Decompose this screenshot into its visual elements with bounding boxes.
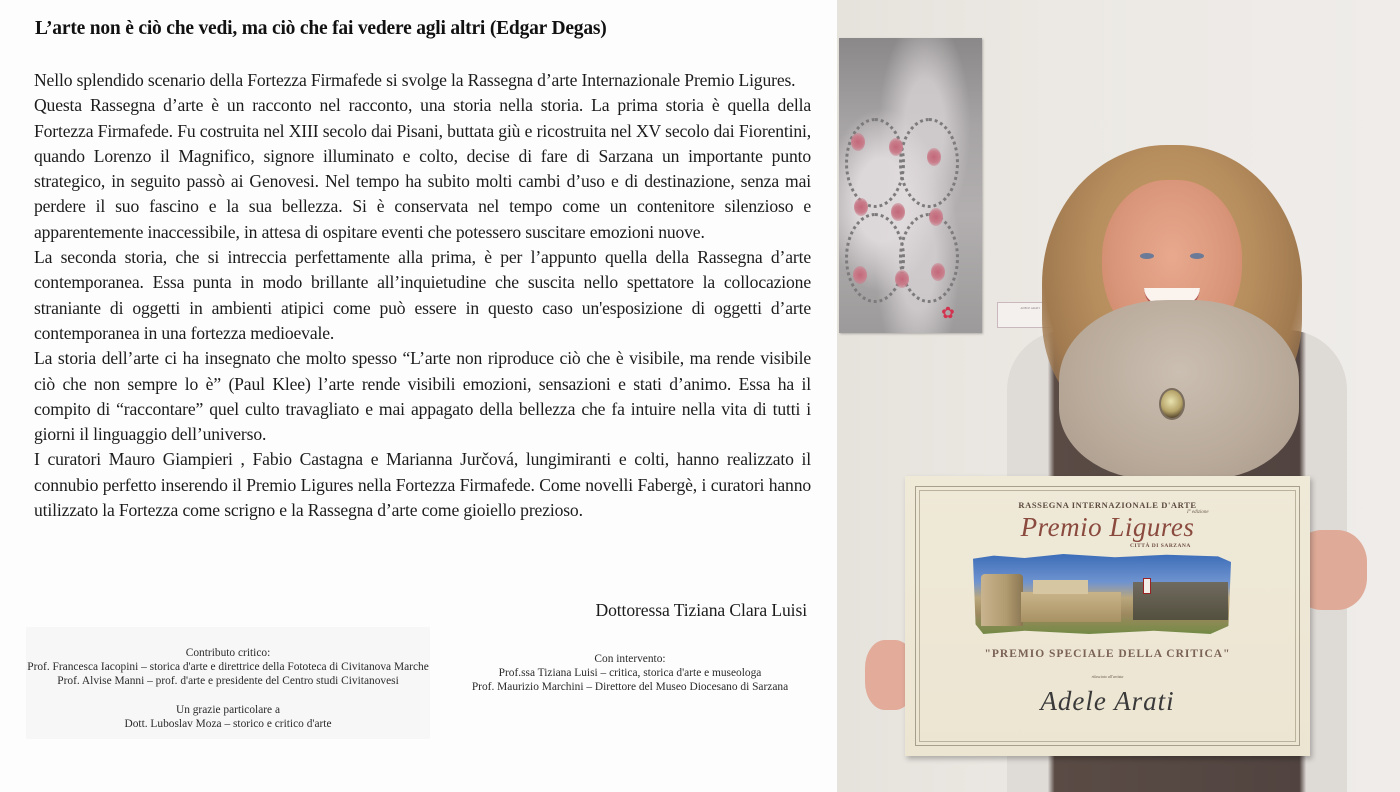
certificate-heading: RASSEGNA INTERNAZIONALE D'ARTE xyxy=(1018,500,1197,510)
author-signature: Dottoressa Tiziana Clara Luisi xyxy=(595,600,807,620)
article-body xyxy=(34,68,811,523)
fortress-image xyxy=(973,554,1231,634)
wall-painting xyxy=(839,38,982,333)
credits-heading: Con intervento: xyxy=(594,653,666,665)
paragraph: I curatori Mauro Giampieri , Fabio Castagna e Marianna Jurčová, lungimiranti e colti, hanno realizzato il connubio perfetto inserendo il Premio Ligures nella Fortezza Firmafede. Come novelli Fabergè, i curatori hanno utilizzato la Fortezza come scrigno e la Rassegna d’arte come gioiello prezioso. xyxy=(34,449,811,521)
credit-line: Prof. Francesca Iacopini – storica d'arte e direttrice della Fototeca di Civitanova Marche xyxy=(27,661,429,674)
credits-critical-contribution xyxy=(26,627,430,739)
certificate-award-title: "PREMIO SPECIALE DELLA CRITICA" xyxy=(984,648,1231,660)
credits-heading: Contributo critico: xyxy=(185,647,271,659)
certificate-brand: Premio Ligures xyxy=(1020,512,1195,542)
paragraph: Questa Rassegna d’arte è un racconto nel racconto, una storia nella storia. La prima storia è quella della Fortezza Firmafede. Fu costruita nel XIII secolo dai Pisani, buttata giù e ricostruita nel XV secolo dai Fiorentini, quando Lorenzo il Magnifico, signore illuminato e colto, decise di fare di Sarzana un importante punto strategico, in seguito passò ai Genovesi. Nel tempo ha subito molti cambi d’uso e di destinazione, senza mai perdere il suo fascino e la sua bellezza. Si è conservata nel tempo come un contenitore silenzioso e apparentemente inaccessibile, in attesa di ospitare eventi che potessero suscitare emozioni nuove. xyxy=(34,95,811,242)
thanks-heading: Un grazie particolare a xyxy=(175,703,281,716)
pendant xyxy=(1159,388,1185,420)
credit-line: Prof. Alvise Manni – prof. d'arte e presidente del Centro studi Civitanovesi xyxy=(57,675,399,688)
paragraph: La storia dell’arte ci ha insegnato che molto spesso “L’arte non riproduce ciò che è visibile, ma rende visibile ciò che non sempre lo è” (Paul Klee) l’arte rende visibili emozioni, sensazioni e stati d’animo. Essa ha il compito di “raccontare” quel culto travagliato e mai appagato della bellezza che fa intuire nella vita di tutti i giorni il linguaggio dell’universo. xyxy=(34,348,811,445)
paragraph: Nello splendido scenario della Fortezza Firmafede si svolge la Rassegna d’arte Internazionale Premio Ligures. xyxy=(34,70,796,90)
wall-label: ADELE ARATI xyxy=(997,302,1063,328)
artist-mark-icon: ✿ xyxy=(941,303,955,322)
award-photo xyxy=(837,0,1400,792)
credit-line: Prof.ssa Tiziana Luisi – critica, storica d'arte e museologa xyxy=(498,667,762,680)
award-certificate xyxy=(905,476,1310,756)
certificate-city: CITTÀ DI SARZANA xyxy=(1130,543,1191,549)
certificate-assigned-to: rilasciato all'artista xyxy=(1091,674,1124,679)
thanks-line: Dott. Luboslav Moza – storico e critico d'arte xyxy=(124,717,332,730)
credit-line: Prof. Maurizio Marchini – Direttore del Museo Diocesano di Sarzana xyxy=(471,681,789,694)
page-title: L’arte non è ciò che vedi, ma ciò che fai vedere agli altri (Edgar Degas) xyxy=(35,18,607,39)
certificate-artist-name: Adele Arati xyxy=(1040,686,1175,716)
credits-intervention xyxy=(440,652,820,695)
paragraph: La seconda storia, che si intreccia perfettamente alla prima, è per l’appunto quella della Rassegna d’arte contemporanea. Essa punta in modo brillante all’inquietudine che suscita nello spettatore la collocazione straniante di oggetti in ambienti atipici come può essere in questo caso un'esposizione di oggetti d’arte contemporanea in una fortezza medioevale. xyxy=(34,247,811,343)
certificate-edition: I° edizione xyxy=(1187,510,1209,515)
